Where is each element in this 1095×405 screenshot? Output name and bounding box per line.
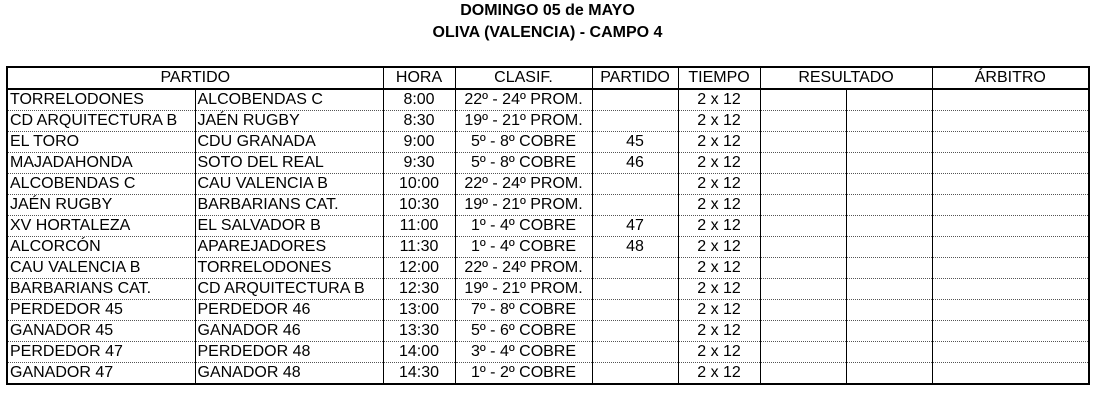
referee-cell xyxy=(932,363,1089,385)
team-b-cell: GANADOR 48 xyxy=(195,363,383,385)
time-cell: 11:30 xyxy=(383,237,455,258)
team-a-cell: ALCOBENDAS C xyxy=(7,174,195,195)
referee-cell xyxy=(932,153,1089,174)
result-away-cell xyxy=(846,321,932,342)
match-number-cell xyxy=(592,195,678,216)
result-home-cell xyxy=(760,111,846,132)
match-number-cell xyxy=(592,111,678,132)
header-arbitro: ÁRBITRO xyxy=(932,67,1089,89)
result-away-cell xyxy=(846,342,932,363)
table-row xyxy=(7,89,1089,111)
time-cell: 12:00 xyxy=(383,258,455,279)
match-number-cell xyxy=(592,321,678,342)
duration-cell: 2 x 12 xyxy=(678,279,760,300)
result-home-cell xyxy=(760,195,846,216)
result-away-cell xyxy=(846,258,932,279)
classification-cell: 5º - 8º COBRE xyxy=(455,153,592,174)
team-b-cell: PERDEDOR 48 xyxy=(195,342,383,363)
referee-cell xyxy=(932,132,1089,153)
team-b-cell: BARBARIANS CAT. xyxy=(195,195,383,216)
match-number-cell xyxy=(592,279,678,300)
match-number-cell xyxy=(592,174,678,195)
team-b-cell: CAU VALENCIA B xyxy=(195,174,383,195)
result-away-cell xyxy=(846,195,932,216)
classification-cell: 22º - 24º PROM. xyxy=(455,258,592,279)
result-home-cell xyxy=(760,300,846,321)
result-home-cell xyxy=(760,89,846,111)
result-home-cell xyxy=(760,342,846,363)
match-number-cell xyxy=(592,342,678,363)
classification-cell: 22º - 24º PROM. xyxy=(455,174,592,195)
team-a-cell: GANADOR 45 xyxy=(7,321,195,342)
result-away-cell xyxy=(846,279,932,300)
document-title: DOMINGO 05 de MAYO xyxy=(460,2,635,19)
table-row xyxy=(7,195,1089,216)
team-a-cell: CD ARQUITECTURA B xyxy=(7,111,195,132)
venue-subtitle: OLIVA (VALENCIA) - CAMPO 4 xyxy=(432,24,663,41)
duration-cell: 2 x 12 xyxy=(678,300,760,321)
match-number-cell: 48 xyxy=(592,237,678,258)
header-resultado: RESULTADO xyxy=(760,67,932,89)
result-home-cell xyxy=(760,321,846,342)
result-away-cell xyxy=(846,111,932,132)
duration-cell: 2 x 12 xyxy=(678,195,760,216)
time-cell: 14:30 xyxy=(383,363,455,385)
table-row xyxy=(7,153,1089,174)
duration-cell: 2 x 12 xyxy=(678,174,760,195)
duration-cell: 2 x 12 xyxy=(678,89,760,111)
referee-cell xyxy=(932,258,1089,279)
classification-cell: 19º - 21º PROM. xyxy=(455,111,592,132)
classification-cell: 1º - 2º COBRE xyxy=(455,363,592,385)
time-cell: 8:00 xyxy=(383,89,455,111)
referee-cell xyxy=(932,279,1089,300)
team-a-cell: PERDEDOR 47 xyxy=(7,342,195,363)
time-cell: 10:00 xyxy=(383,174,455,195)
time-cell: 13:30 xyxy=(383,321,455,342)
time-cell: 14:00 xyxy=(383,342,455,363)
classification-cell: 22º - 24º PROM. xyxy=(455,89,592,111)
table-row xyxy=(7,342,1089,363)
team-b-cell: CDU GRANADA xyxy=(195,132,383,153)
match-number-cell: 46 xyxy=(592,153,678,174)
match-schedule-table xyxy=(6,66,1090,385)
result-home-cell xyxy=(760,216,846,237)
team-a-cell: PERDEDOR 45 xyxy=(7,300,195,321)
duration-cell: 2 x 12 xyxy=(678,342,760,363)
result-away-cell xyxy=(846,216,932,237)
duration-cell: 2 x 12 xyxy=(678,237,760,258)
classification-cell: 3º - 4º COBRE xyxy=(455,342,592,363)
result-home-cell xyxy=(760,132,846,153)
team-b-cell: ALCOBENDAS C xyxy=(195,89,383,111)
result-home-cell xyxy=(760,363,846,385)
result-away-cell xyxy=(846,89,932,111)
header-tiempo: TIEMPO xyxy=(678,67,760,89)
result-home-cell xyxy=(760,258,846,279)
team-b-cell: PERDEDOR 46 xyxy=(195,300,383,321)
referee-cell xyxy=(932,342,1089,363)
referee-cell xyxy=(932,321,1089,342)
time-cell: 11:00 xyxy=(383,216,455,237)
match-number-cell: 47 xyxy=(592,216,678,237)
match-number-cell xyxy=(592,89,678,111)
match-number-cell: 45 xyxy=(592,132,678,153)
team-b-cell: CD ARQUITECTURA B xyxy=(195,279,383,300)
result-home-cell xyxy=(760,237,846,258)
result-away-cell xyxy=(846,153,932,174)
duration-cell: 2 x 12 xyxy=(678,321,760,342)
classification-cell: 19º - 21º PROM. xyxy=(455,195,592,216)
referee-cell xyxy=(932,195,1089,216)
table-row xyxy=(7,237,1089,258)
time-cell: 9:30 xyxy=(383,153,455,174)
duration-cell: 2 x 12 xyxy=(678,216,760,237)
table-row xyxy=(7,279,1089,300)
header-partido-number: PARTIDO xyxy=(592,67,678,89)
team-a-cell: GANADOR 47 xyxy=(7,363,195,385)
time-cell: 9:00 xyxy=(383,132,455,153)
result-away-cell xyxy=(846,132,932,153)
table-row xyxy=(7,300,1089,321)
team-a-cell: EL TORO xyxy=(7,132,195,153)
result-home-cell xyxy=(760,279,846,300)
referee-cell xyxy=(932,216,1089,237)
time-cell: 8:30 xyxy=(383,111,455,132)
team-a-cell: ALCORCÓN xyxy=(7,237,195,258)
team-a-cell: BARBARIANS CAT. xyxy=(7,279,195,300)
table-row xyxy=(7,258,1089,279)
classification-cell: 5º - 6º COBRE xyxy=(455,321,592,342)
result-away-cell xyxy=(846,300,932,321)
team-a-cell: MAJADAHONDA xyxy=(7,153,195,174)
referee-cell xyxy=(932,237,1089,258)
time-cell: 13:00 xyxy=(383,300,455,321)
time-cell: 12:30 xyxy=(383,279,455,300)
table-row xyxy=(7,321,1089,342)
referee-cell xyxy=(932,111,1089,132)
referee-cell xyxy=(932,89,1089,111)
classification-cell: 1º - 4º COBRE xyxy=(455,237,592,258)
classification-cell: 1º - 4º COBRE xyxy=(455,216,592,237)
match-number-cell xyxy=(592,300,678,321)
team-b-cell: JAÉN RUGBY xyxy=(195,111,383,132)
table-row xyxy=(7,132,1089,153)
match-number-cell xyxy=(592,363,678,385)
table-header-row xyxy=(7,67,1089,89)
team-b-cell: TORRELODONES xyxy=(195,258,383,279)
team-a-cell: CAU VALENCIA B xyxy=(7,258,195,279)
team-a-cell: JAÉN RUGBY xyxy=(7,195,195,216)
table-row xyxy=(7,111,1089,132)
duration-cell: 2 x 12 xyxy=(678,111,760,132)
match-number-cell xyxy=(592,258,678,279)
team-b-cell: EL SALVADOR B xyxy=(195,216,383,237)
result-home-cell xyxy=(760,153,846,174)
schedule-body xyxy=(7,89,1089,384)
table-row xyxy=(7,174,1089,195)
referee-cell xyxy=(932,300,1089,321)
duration-cell: 2 x 12 xyxy=(678,363,760,385)
result-away-cell xyxy=(846,363,932,385)
table-row xyxy=(7,216,1089,237)
header-clasif: CLASIF. xyxy=(455,67,592,89)
result-away-cell xyxy=(846,174,932,195)
team-b-cell: SOTO DEL REAL xyxy=(195,153,383,174)
header-partido: PARTIDO xyxy=(7,67,383,89)
duration-cell: 2 x 12 xyxy=(678,258,760,279)
header-hora: HORA xyxy=(383,67,455,89)
table-row xyxy=(7,363,1089,385)
referee-cell xyxy=(932,174,1089,195)
team-a-cell: XV HORTALEZA xyxy=(7,216,195,237)
classification-cell: 7º - 8º COBRE xyxy=(455,300,592,321)
result-away-cell xyxy=(846,237,932,258)
classification-cell: 5º - 8º COBRE xyxy=(455,132,592,153)
team-b-cell: GANADOR 46 xyxy=(195,321,383,342)
duration-cell: 2 x 12 xyxy=(678,132,760,153)
result-home-cell xyxy=(760,174,846,195)
classification-cell: 19º - 21º PROM. xyxy=(455,279,592,300)
time-cell: 10:30 xyxy=(383,195,455,216)
team-b-cell: APAREJADORES xyxy=(195,237,383,258)
duration-cell: 2 x 12 xyxy=(678,153,760,174)
team-a-cell: TORRELODONES xyxy=(7,89,195,111)
